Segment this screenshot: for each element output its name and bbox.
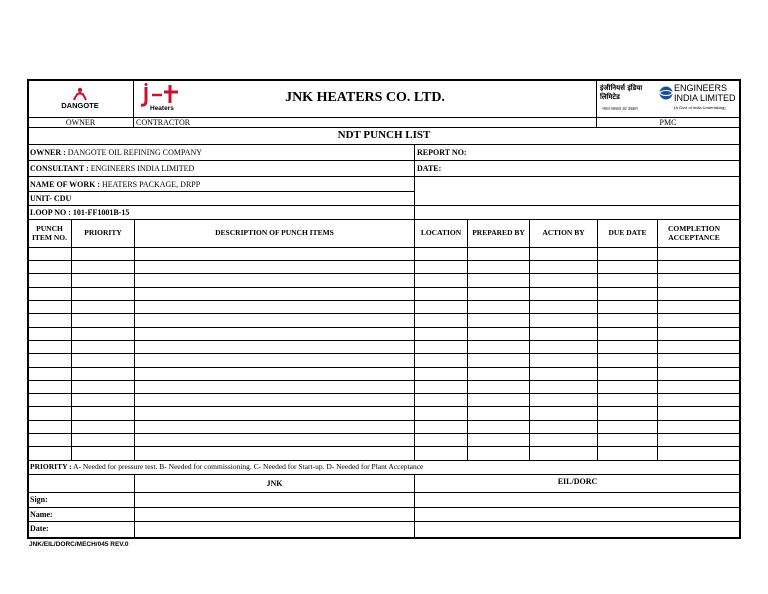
consultant-value: ENGINEERS INDIA LIMITED	[90, 164, 195, 173]
eil-globe-icon	[659, 86, 673, 100]
col-header-prepared-by: PREPARED BY	[472, 228, 525, 237]
report-no-label: REPORT NO:	[417, 148, 467, 157]
name-of-work-label: NAME OF WORK :	[30, 180, 100, 189]
col-header-priority: PRIORITY	[84, 228, 122, 237]
dangote-emblem-icon	[48, 84, 112, 102]
col-header-description: DESCRIPTION OF PUNCH ITEMS	[215, 228, 334, 237]
company-title: JNK HEATERS CO. LTD.	[285, 90, 445, 105]
document-code: JNK/EIL/DORC/MECH/045 REV.0	[29, 541, 129, 548]
sign-label: Sign:	[30, 495, 48, 504]
consultant-field	[30, 164, 194, 174]
contractor-caption: CONTRACTOR	[136, 118, 191, 127]
date-signoff-label: Date:	[30, 524, 49, 533]
name-of-work-field	[30, 180, 200, 190]
eil-hindi-name: इंजीनियर्स इंडिया लिमिटेड	[600, 84, 643, 101]
unit-field: UNIT- CDU	[30, 194, 72, 203]
eil-hindi-tagline: भारत सरकार का उपक्रम	[602, 106, 638, 111]
signoff-jnk-header: JNK	[266, 479, 283, 488]
consultant-label: CONSULTANT :	[30, 164, 89, 173]
owner-label: OWNER :	[30, 148, 66, 157]
col-header-due-date: DUE DATE	[608, 228, 647, 237]
col-header-action-by: ACTION BY	[542, 228, 585, 237]
owner-caption: OWNER	[65, 118, 96, 127]
name-of-work-value: HEATERS PACKAGE, DRPP	[102, 180, 201, 189]
document-title: NDT PUNCH LIST	[337, 129, 431, 141]
owner-field	[30, 148, 202, 158]
name-label: Name:	[30, 510, 53, 519]
date-label: DATE:	[417, 164, 442, 173]
priority-legend	[30, 462, 423, 472]
pmc-caption: PMC	[659, 118, 677, 127]
eil-logo	[600, 82, 736, 116]
eil-name-line1: ENGINEERS	[674, 83, 728, 93]
dangote-logo	[48, 84, 112, 114]
col-header-completion-acceptance: COMPLETION ACCEPTANCE	[667, 224, 721, 242]
dangote-logo-text: DANGOTE	[61, 101, 99, 110]
priority-text: A- Needed for pressure test. B- Needed for commissioning. C- Needed for Start-up. D- Needed for Plant Acceptance	[73, 462, 424, 471]
jnk-logo-text: Heaters	[150, 105, 174, 112]
owner-value: DANGOTE OIL REFINING COMPANY	[67, 148, 203, 157]
col-header-punch-item-no: PUNCH ITEM NO.	[31, 224, 67, 242]
eil-tagline: (A Govt of India Undertaking)	[674, 105, 726, 110]
eil-name-line2: INDIA LIMITED	[674, 93, 736, 103]
priority-label: PRIORITY :	[30, 462, 72, 471]
col-header-location: LOCATION	[420, 228, 462, 237]
loop-no-field: LOOP NO : 101-FF1001B-15	[30, 208, 130, 217]
signoff-eil-dorc-header: EIL/DORC	[557, 477, 598, 486]
